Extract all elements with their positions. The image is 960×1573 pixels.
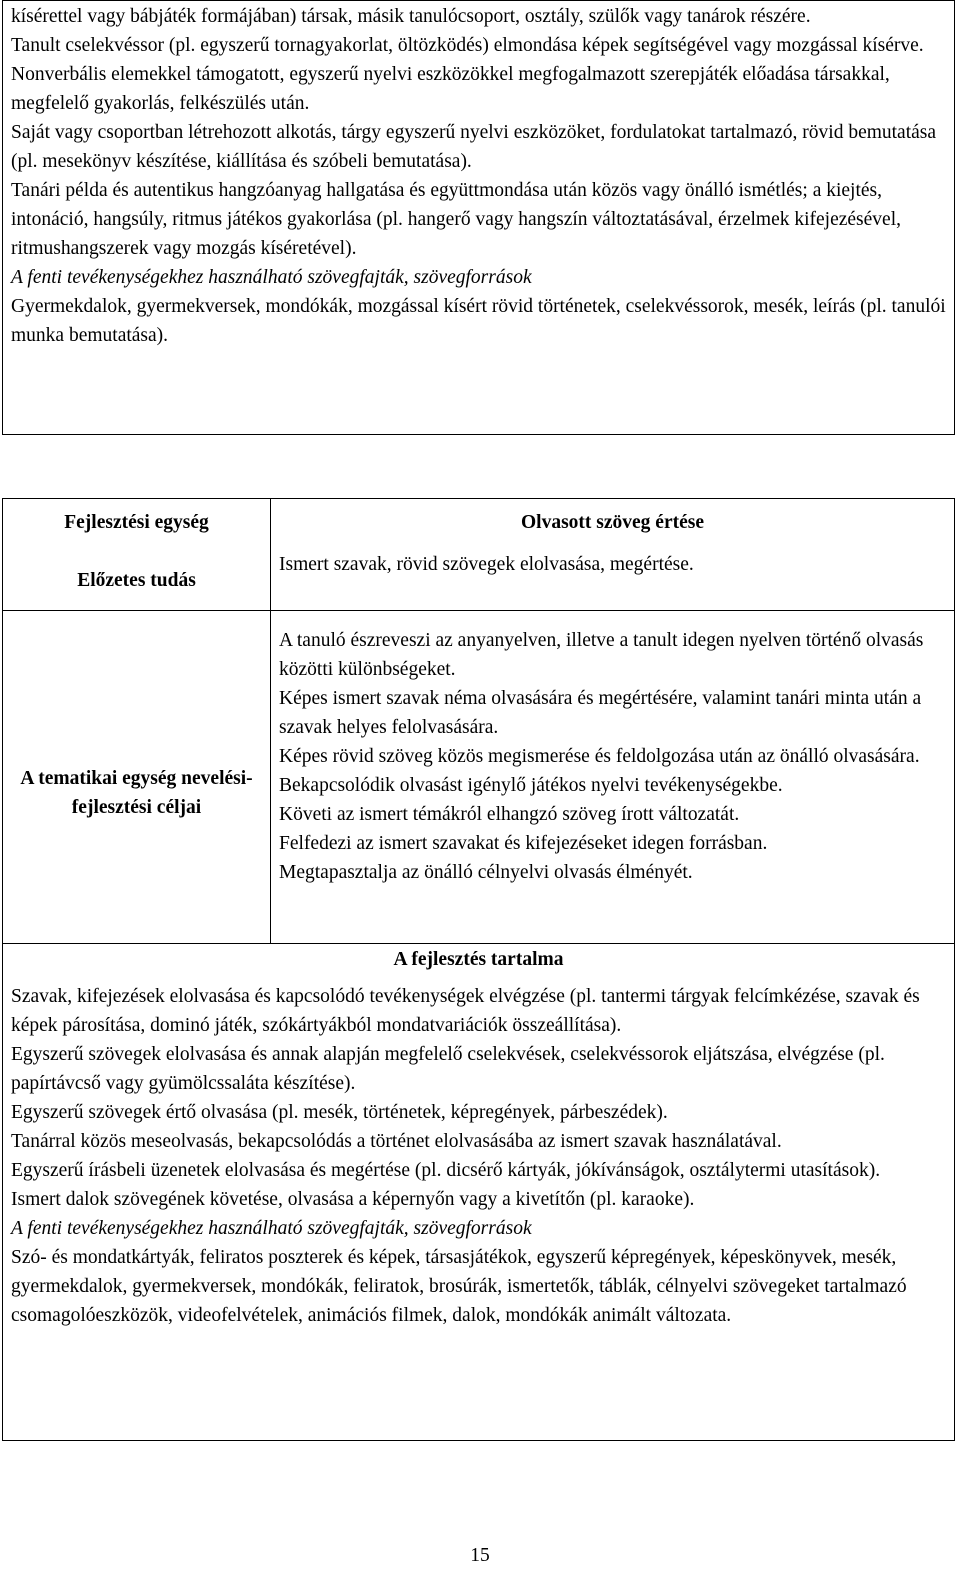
goal-item: Követi az ismert témákról elhangzó szöveg írott változatát. bbox=[279, 804, 740, 825]
activities-cell bbox=[3, 1, 955, 435]
content-item: Szavak, kifejezések elolvasása és kapcsolódó tevékenységek elvégzése (pl. tantermi tárgyak felcímkézése, szavak és képek párosítása, dominó játék, szókártyákból mondatvariációk összeállítása). bbox=[11, 986, 920, 1036]
goal-item: A tanuló észreveszi az anyanyelven, illetve a tanult idegen nyelven történő olvasás közötti különbségeket. bbox=[279, 630, 924, 680]
page-number: 15 bbox=[470, 1545, 490, 1566]
goal-item: Bekapcsolódik olvasást igénylő játékos nyelvi tevékenységekbe. bbox=[279, 775, 783, 796]
text-sources: Szó- és mondatkártyák, feliratos poszterek és képek, társasjátékok, egyszerű képregények, képeskönyvek, mesék, gyermekdalok, gyermekversek, mondókák, feliratok, brosúrák, ismertetők, táblák, célnyelvi szövegeket tartalmazó csomagolóeszközök, videofelvételek, animációs filmek, dalok, mondókák animált változata. bbox=[11, 1247, 907, 1326]
content-item: Tanárral közös meseolvasás, bekapcsolódás a történet elolvasásába az ismert szavak használatával. bbox=[11, 1131, 782, 1152]
development-unit-table bbox=[2, 498, 955, 1441]
content-item: Ismert dalok szövegének követése, olvasása a képernyőn vagy a kivetítőn (pl. karaoke). bbox=[11, 1189, 695, 1210]
content-item: Egyszerű szövegek elolvasása és annak alapján megfelelő cselekvések, cselekvéssorok eljátszása, elvégzése (pl. papírtávcső vagy gyümölcssaláta készítése). bbox=[11, 1044, 885, 1094]
content-cell bbox=[3, 944, 955, 1441]
goal-item: Megtapasztalja az önálló célnyelvi olvasás élményét. bbox=[279, 862, 693, 883]
unit-title-cell bbox=[271, 499, 955, 611]
goals-label: A tematikai egység nevelési-fejlesztési céljai bbox=[20, 768, 253, 818]
goals-cell bbox=[271, 611, 955, 944]
unit-label-cell bbox=[3, 499, 271, 611]
prior-knowledge-text: Ismert szavak, rövid szövegek elolvasása, megértése. bbox=[279, 554, 694, 575]
goal-item: Képes ismert szavak néma olvasására és megértésére, valamint tanári minta után a szavak helyes felolvasására. bbox=[279, 688, 922, 738]
content-heading: A fejlesztés tartalma bbox=[393, 949, 564, 970]
development-unit-label: Fejlesztési egység bbox=[64, 512, 209, 533]
activity-item: Tanult cselekvéssor (pl. egyszerű tornagyakorlat, öltözködés) elmondása képek segítségével vagy mozgással kísérve. bbox=[11, 35, 924, 56]
activity-item: Saját vagy csoportban létrehozott alkotás, tárgy egyszerű nyelvi eszközöket, fordulatokat tartalmazó, rövid bemutatása (pl. mesekönyv készítése, kiállítása és szóbeli bemutatása). bbox=[11, 122, 937, 172]
content-item: Egyszerű írásbeli üzenetek elolvasása és megértése (pl. dicsérő kártyák, jókívánságok, osztálytermi utasítások). bbox=[11, 1160, 881, 1181]
text-sources-heading: A fenti tevékenységekhez használható szövegfajták, szövegforrások bbox=[11, 267, 532, 288]
unit-title: Olvasott szöveg értése bbox=[520, 512, 704, 533]
activities-table bbox=[2, 0, 955, 435]
activity-item: Tanári példa és autentikus hangzóanyag hallgatása és együttmondása után közös vagy önálló ismétlés; a kiejtés, intonáció, hangsúly, ritmus játékos gyakorlása (pl. hangerő vagy hangszín változtatásával, érzelmek kifejezésével, ritmushangszerek vagy mozgás kíséretével). bbox=[11, 180, 902, 259]
goal-item: Felfedezi az ismert szavakat és kifejezéseket idegen forrásban. bbox=[279, 833, 768, 854]
goal-item: Képes rövid szöveg közös megismerése és feldolgozása után az önálló olvasására. bbox=[279, 746, 920, 767]
goals-label-cell bbox=[3, 611, 271, 944]
prior-knowledge-label: Előzetes tudás bbox=[77, 570, 196, 591]
text-sources: Gyermekdalok, gyermekversek, mondókák, mozgással kísért rövid történetek, cselekvéssorok, mesék, leírás (pl. tanulói munka bemutatása). bbox=[11, 296, 946, 346]
activity-item: Nonverbális elemekkel támogatott, egyszerű nyelvi eszközökkel megfogalmazott szerepjáték előadása társakkal, megfelelő gyakorlás, felkészülés után. bbox=[11, 64, 890, 114]
activity-item: kísérettel vagy bábjáték formájában) társak, másik tanulócsoport, osztály, szülők vagy tanárok részére. bbox=[11, 6, 811, 27]
content-item: Egyszerű szövegek értő olvasása (pl. mesék, történetek, képregények, párbeszédek). bbox=[11, 1102, 668, 1123]
text-sources-heading: A fenti tevékenységekhez használható szövegfajták, szövegforrások bbox=[11, 1218, 532, 1239]
